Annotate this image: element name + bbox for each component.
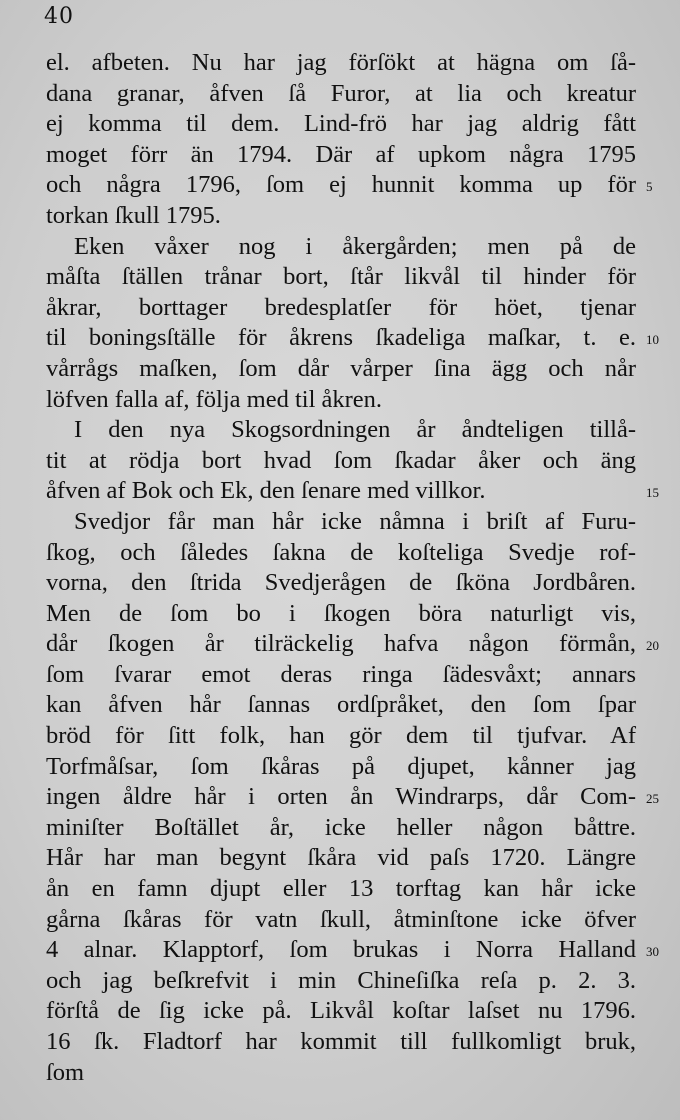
text-line [46,721,636,752]
text-line [46,813,636,844]
text-line [46,843,636,874]
text-line-content: torkan ſkull 1795. [46,201,221,229]
text-line [46,996,636,1027]
text-line [46,293,636,324]
text-line-content: ſom [46,1058,85,1086]
text-line-content: moget förr än 1794. Där af upkom några 1795 [46,140,636,168]
text-line-content: och några 1796, ſom ej hunnit komma up för [46,171,636,199]
text-line [46,354,636,385]
line-number: 10 [646,332,659,348]
text-line [46,568,636,599]
text-line-content: dår ſkogen år tilräckelig hafva någon förmån, [46,630,636,658]
text-line-content: ſom ſvarar emot deras ringa ſädesvåxt; annars [46,660,636,688]
text-line [46,629,659,660]
text-line [46,415,636,446]
text-line-content: åkrar, borttager bredesplatſer för höet, tjenar [46,293,636,321]
text-line-content: tit at rödja bort hvad ſom ſkadar åker och äng [46,446,636,474]
text-line-content: til boningsſtälle för åkrens ſkadeliga maſkar, t. e. [46,324,636,352]
text-line [46,538,636,569]
text-line [46,201,636,232]
line-number: 25 [646,791,659,807]
text-line-content: ſkog, och ſåledes ſakna de koſteliga Svedje rof- [46,538,636,566]
text-line [46,48,636,79]
text-line [46,874,636,905]
text-line [46,782,659,813]
text-line-content: 16 ſk. Fladtorf har kommit till fullkomligt bruk, [46,1028,636,1055]
text-line [46,262,636,293]
text-line [46,79,636,110]
text-line-content: vorna, den ſtrida Svedjerågen de ſköna Jordbåren. [46,569,636,597]
text-line-content: gårna ſkåras för vatn ſkull, åtminſtone icke öfver [46,905,636,933]
text-line [46,752,636,783]
page-number: 40 [44,4,74,29]
line-number: 20 [646,638,659,654]
text-line-content: Men de ſom bo i ſkogen böra naturligt vis, [46,599,636,627]
text-line [46,1058,636,1089]
body-text [46,48,659,1088]
text-line [46,690,636,721]
text-line-content: dana granar, åfven ſå Furor, at lia och kreatur [46,79,636,107]
text-line [46,660,636,691]
text-line-content: ej komma til dem. Lind-frö har jag aldrig fått [46,110,636,138]
text-line-content: ingen åldre hår i orten ån Windrarps, dår Com- [46,783,636,811]
text-line-content: åfven af Bok och Ek, den ſenare med villkor. [46,477,486,505]
text-line-content: Hår har man begynt ſkåra vid paſs 1720. Längre [46,844,636,872]
text-line-content: I den nya Skogsordningen år åndteligen tillå- [74,416,636,444]
text-line [46,599,636,630]
text-line-content: kan åfven hår ſannas ordſpråket, den ſom ſpar [46,691,636,719]
text-line [46,935,659,966]
text-line-content: Eken våxer nog i åkergården; men på de [74,232,636,260]
text-line-content: måſta ſtällen trånar bort, ſtår likvål til hinder för [46,263,636,291]
text-line-content: förſtå de ſig icke på. Likvål koſtar laſset nu 1796. [46,997,636,1025]
text-line-content: Torfmåſsar, ſom ſkåras på djupet, kånner jag [46,752,636,780]
line-number: 5 [646,179,653,195]
text-line [46,507,636,538]
line-number: 15 [646,485,659,501]
text-line-content: bröd för ſitt folk, han gör dem til tjufvar. Af [46,722,636,750]
text-line [46,446,636,477]
text-line [46,966,636,997]
text-line [46,170,653,201]
text-line [46,476,659,507]
text-line-content: el. afbeten. Nu har jag förſökt at hägna om ſå- [46,49,636,76]
text-line [46,323,659,354]
text-line [46,140,636,171]
text-line-content: löfven falla af, följa med til åkren. [46,385,383,413]
text-line-content: Svedjor får man hår icke nåmna i briſt af Furu- [74,507,636,535]
text-line-content: ån en famn djupt eller 13 torftag kan hår icke [46,875,636,903]
text-line-content: och jag beſkrefvit i min Chineſiſka reſa p. 2. 3. [46,966,636,994]
text-line [46,232,636,263]
text-line [46,109,636,140]
text-line [46,385,636,416]
text-line [46,905,636,936]
text-line-content: miniſter Boſtället år, icke heller någon båttre. [46,813,636,841]
text-line [46,1027,636,1058]
text-line-content: 4 alnar. Klapptorf, ſom brukas i Norra Halland [46,936,636,964]
line-number: 30 [646,944,659,960]
text-line-content: vårrågs maſken, ſom dår vårper ſina ägg och når [46,354,636,382]
